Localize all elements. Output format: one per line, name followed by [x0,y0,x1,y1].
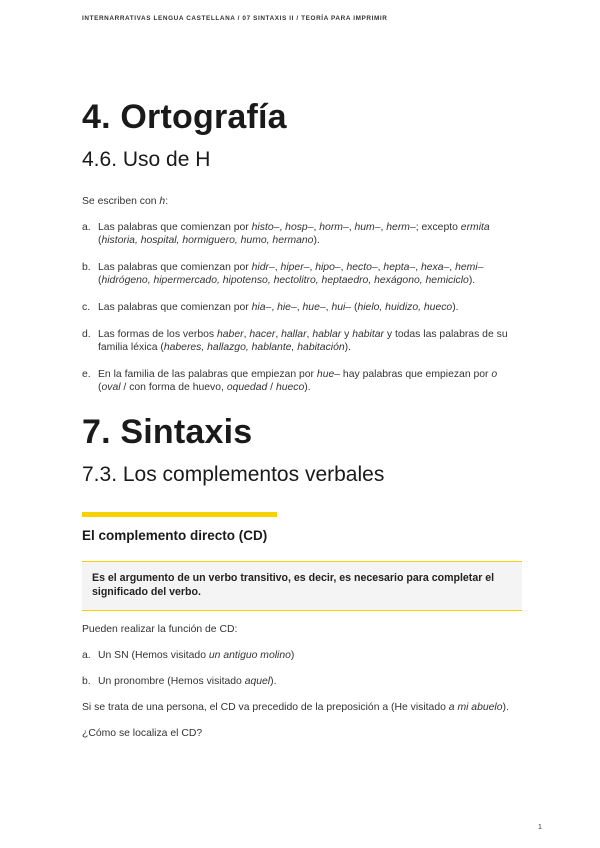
list-item: b. Las palabras que comienzan por hidr–, hiper–, hipo–, hecto–, hepta–, hexa–, hemi– (hidrógeno, hipermercado, hipotenso, hectolitro, heptaedro, hexágono, hemiciclo). [82,262,484,286]
list-item: d. Las formas de los verbos haber, hacer, hallar, hablar y habitar y todas las palabras de su familia léxica (haberes, hallazgo, hablante, habitación). [82,329,508,353]
page-content [82,93,522,740]
cd-heading: El complemento directo (CD) [82,528,268,543]
list-item: b. Un pronombre (Hemos visitado aquel). [82,676,277,687]
list-item: c. Las palabras que comienzan por hia–, hie–, hue–, hui– (hielo, huidizo, hueco). [82,302,459,313]
person-rule-text: Si se trata de una persona, el CD va precedido de la preposición a (He visitado a mi abuelo). [82,702,509,713]
section-7-title: 7. Sintaxis [82,413,253,451]
question-text: ¿Cómo se localiza el CD? [82,728,203,739]
list-item: a. Un SN (Hemos visitado un antiguo molino) [82,650,295,661]
yellow-accent-bar [82,512,277,517]
list-item: a. Las palabras que comienzan por histo–, hosp–, horm–, hum–, herm–; excepto ermita (historia, hospital, hormiguero, humo, hermano). [82,222,490,246]
cd-lead-text: Pueden realizar la función de CD: [82,624,238,635]
section-4-title: 4. Ortografía [82,98,287,136]
list-item: e. En la familia de las palabras que empiezan por hue– hay palabras que empiezan por o (oval / con forma de huevo, oquedad / hueco). [82,369,498,393]
definition-callout: Es el argumento de un verbo transitivo, es decir, es necesario para completar el significado del verbo. [82,561,522,611]
h-rules-list [82,221,522,394]
cd-forms-list [82,649,522,688]
section-7-3-subtitle: 7.3. Los complementos verbales [82,463,385,486]
page-number: 1 [538,824,542,831]
section-4-6-subtitle: 4.6. Uso de H [82,148,211,171]
intro-text: Se escriben con h: [82,196,169,207]
running-header: INTERNARRATIVAS LENGUA CASTELLANA / 07 SINTAXIS II / TEORÍA PARA IMPRIMIR [82,15,388,22]
